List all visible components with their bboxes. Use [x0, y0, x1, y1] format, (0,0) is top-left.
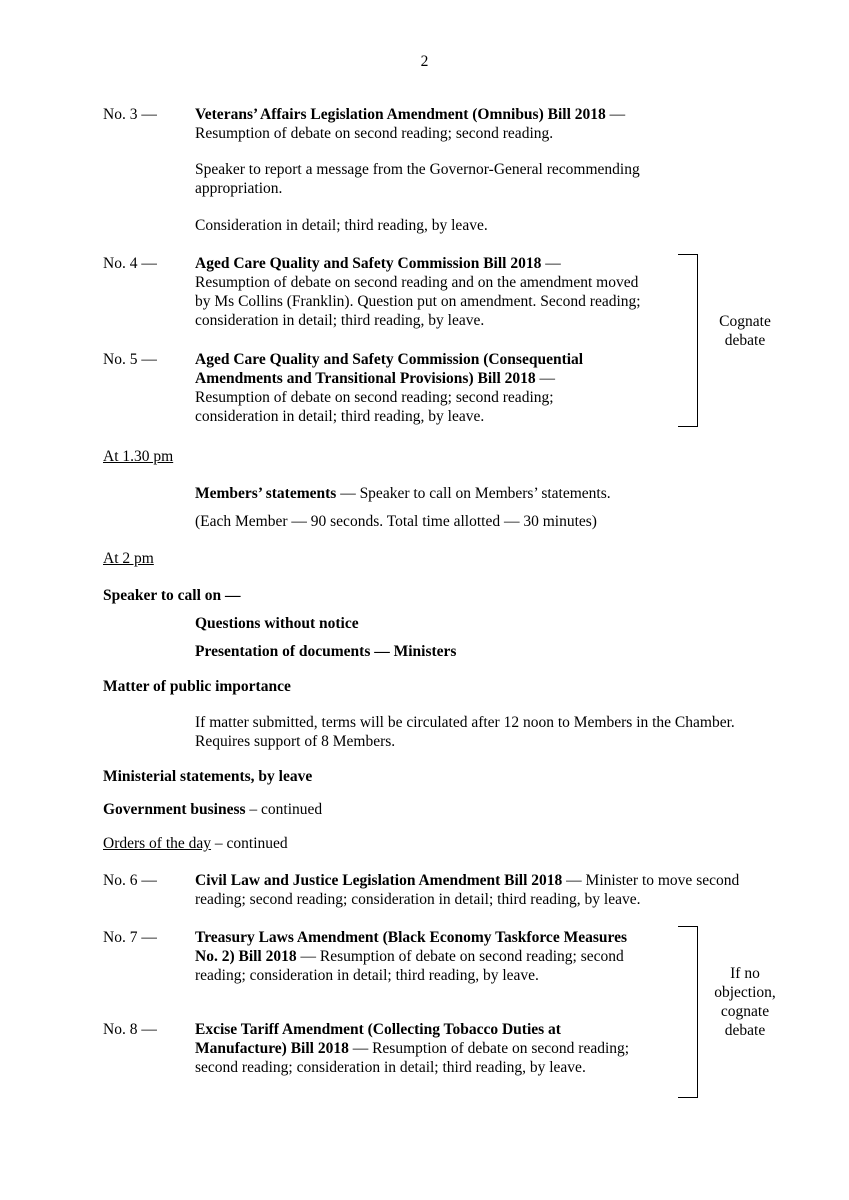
title-dash: — [535, 370, 555, 387]
item-number: No. 8 — [103, 1021, 157, 1038]
speaker-call-on [103, 586, 241, 605]
mpi-heading-text: Matter of public importance [103, 678, 291, 695]
bill-title: Aged Care Quality and Safety Commission (Consequential Amendments and Transitional Provisions) Bill 2018 [195, 351, 584, 387]
bill-title: Aged Care Quality and Safety Commission Bill 2018 [195, 255, 542, 272]
item-number: No. 4 — [103, 255, 157, 272]
mpi-text: If matter submitted, terms will be circulated after 12 noon to Members in the Chamber. Requires support of 8 Members. [195, 714, 735, 750]
item-number: No. 6 — [103, 872, 157, 889]
order-item [195, 1020, 647, 1077]
item-text: — Resumption of debate on second reading; second reading; consideration in detail; third reading, by leave. [195, 948, 624, 984]
title-dash: — [605, 106, 626, 123]
cognate-bracket [678, 926, 698, 1098]
order-item [195, 871, 755, 909]
item-note: Consideration in detail; third reading, by leave. [195, 217, 488, 234]
members-text: — Speaker to call on Members’ statements. [336, 485, 611, 502]
order-item [195, 350, 635, 426]
item-note: Speaker to report a message from the Governor-General recommending appropriation. [195, 161, 640, 197]
item-text: — Minister to move second reading; second reading; consideration in detail; third reading, by leave. [195, 872, 740, 908]
item-text: Resumption of debate on second reading; second reading; consideration in detail; third reading, by leave. [195, 389, 554, 425]
title-dash: — [541, 255, 561, 272]
item-text: — Resumption of debate on second reading; second reading; consideration in detail; third reading, by leave. [195, 1040, 630, 1076]
item-number: No. 7 — [103, 929, 157, 946]
questions-text: Questions without notice [195, 615, 359, 632]
if-no-objection-label: If no objection, cognate debate [714, 965, 776, 1039]
order-item [195, 928, 647, 985]
mpi-heading [103, 677, 291, 696]
bill-title: Treasury Laws Amendment (Black Economy Taskforce Measures No. 2) Bill 2018 [195, 929, 627, 965]
members-note: (Each Member — 90 seconds. Total time allotted — 30 minutes) [195, 513, 597, 530]
item-text: Resumption of debate on second reading and on the amendment moved by Ms Collins (Franklin). Question put on amendment. Second reading; consideration in detail; third reading, by leave. [195, 274, 641, 329]
order-item [195, 105, 695, 143]
item-number: No. 3 — [103, 106, 157, 123]
bill-title: Excise Tariff Amendment (Collecting Tobacco Duties at Manufacture) Bill 2018 [195, 1021, 561, 1057]
ministerial-heading [103, 767, 312, 786]
ministerial-text: Ministerial statements, by leave [103, 768, 313, 785]
orders-heading [103, 834, 288, 853]
time-heading: At 1.30 pm [103, 448, 174, 465]
cognate-label: Cognate debate [719, 313, 771, 349]
order-item [195, 254, 645, 330]
gov-business-heading [103, 800, 322, 819]
gov-business-suffix: – continued [245, 801, 323, 818]
page-number: 2 [420, 53, 429, 70]
cognate-bracket [678, 254, 698, 427]
speaker-call-on-text: Speaker to call on — [103, 587, 241, 604]
item-text: Resumption of debate on second reading; second reading. [195, 125, 554, 142]
bill-title: Veterans’ Affairs Legislation Amendment (Omnibus) Bill 2018 [195, 106, 606, 123]
gov-business-title: Government business [103, 801, 246, 818]
members-title: Members’ statements [195, 485, 337, 502]
orders-suffix: – continued [211, 835, 288, 852]
members-statements [195, 484, 755, 503]
orders-title: Orders of the day [103, 835, 212, 852]
time-heading: At 2 pm [103, 550, 154, 567]
documents-text: Presentation of documents — Ministers [195, 643, 457, 660]
documents-heading [195, 642, 456, 661]
questions-heading [195, 614, 359, 633]
bill-title: Civil Law and Justice Legislation Amendment Bill 2018 [195, 872, 563, 889]
item-number: No. 5 — [103, 351, 157, 368]
